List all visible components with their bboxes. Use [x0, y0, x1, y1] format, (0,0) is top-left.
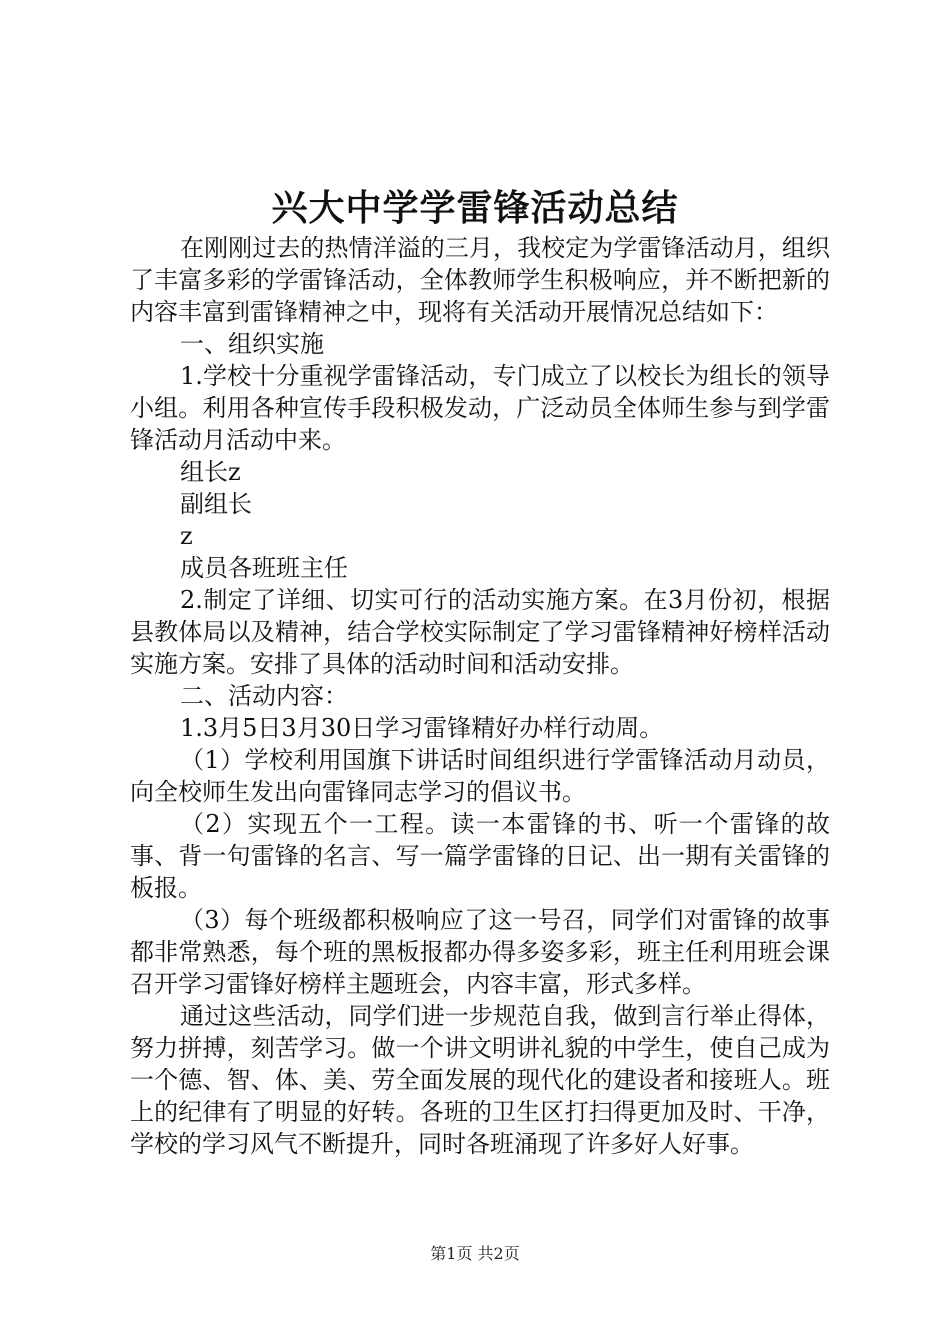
paragraph-outcome: 通过这些活动，同学们进一步规范自我，做到言行举止得体，努力拼搏，刻苦学习。做一个讲文明讲礼貌的中学生，使自己成为一个德、智、体、美、劳全面发展的现代化的建设者和接班人。班上的纪律有了明显的好转。各班的卫生区打扫得更加及时、干净，学校的学习风气不断提升，同时各班涌现了许多好人好事。: [130, 1002, 830, 1158]
line-deputy-leader-name: z: [180, 522, 193, 550]
section-heading-organization: 一、组织实施: [180, 330, 324, 358]
paragraph-action-week: 1.3月5日3月30日学习雷锋精好办样行动周。: [180, 714, 664, 742]
line-deputy-leader: 副组长: [180, 490, 252, 518]
paragraph-leadership-group: 1.学校十分重视学雷锋活动，专门成立了以校长为组长的领导小组。利用各种宣传手段积极发动，广泛动员全体师生参与到学雷锋活动月活动中来。: [130, 362, 830, 454]
section-heading-activities: 二、活动内容：: [180, 682, 348, 710]
paragraph-item-1: （1）学校利用国旗下讲话时间组织进行学雷锋活动月动员，向全校师生发出向雷锋同志学习的倡议书。: [130, 746, 830, 806]
paragraph-item-2: （2）实现五个一工程。读一本雷锋的书、听一个雷锋的故事、背一句雷锋的名言、写一篇学雷锋的日记、出一期有关雷锋的板报。: [130, 810, 830, 902]
line-members: 成员各班班主任: [180, 554, 348, 582]
page-number-footer: 第1页 共2页: [430, 1244, 520, 1263]
paragraph-item-3: （3）每个班级都积极响应了这一号召，同学们对雷锋的故事都非常熟悉，每个班的黑板报都办得多姿多彩，班主任利用班会课召开学习雷锋好榜样主题班会，内容丰富，形式多样。: [130, 906, 830, 998]
paragraph-implementation-plan: 2.制定了详细、切实可行的活动实施方案。在3月份初，根据县教体局以及精神，结合学校实际制定了学习雷锋精神好榜样活动实施方案。安排了具体的活动时间和活动安排。: [130, 586, 830, 678]
intro-paragraph: 在刚刚过去的热情洋溢的三月，我校定为学雷锋活动月，组织了丰富多彩的学雷锋活动，全体教师学生积极响应，并不断把新的内容丰富到雷锋精神之中，现将有关活动开展情况总结如下：: [130, 234, 830, 326]
line-group-leader: 组长z: [180, 458, 241, 486]
document-title: 兴大中学学雷锋活动总结: [271, 187, 679, 229]
document-body: [130, 232, 830, 1160]
